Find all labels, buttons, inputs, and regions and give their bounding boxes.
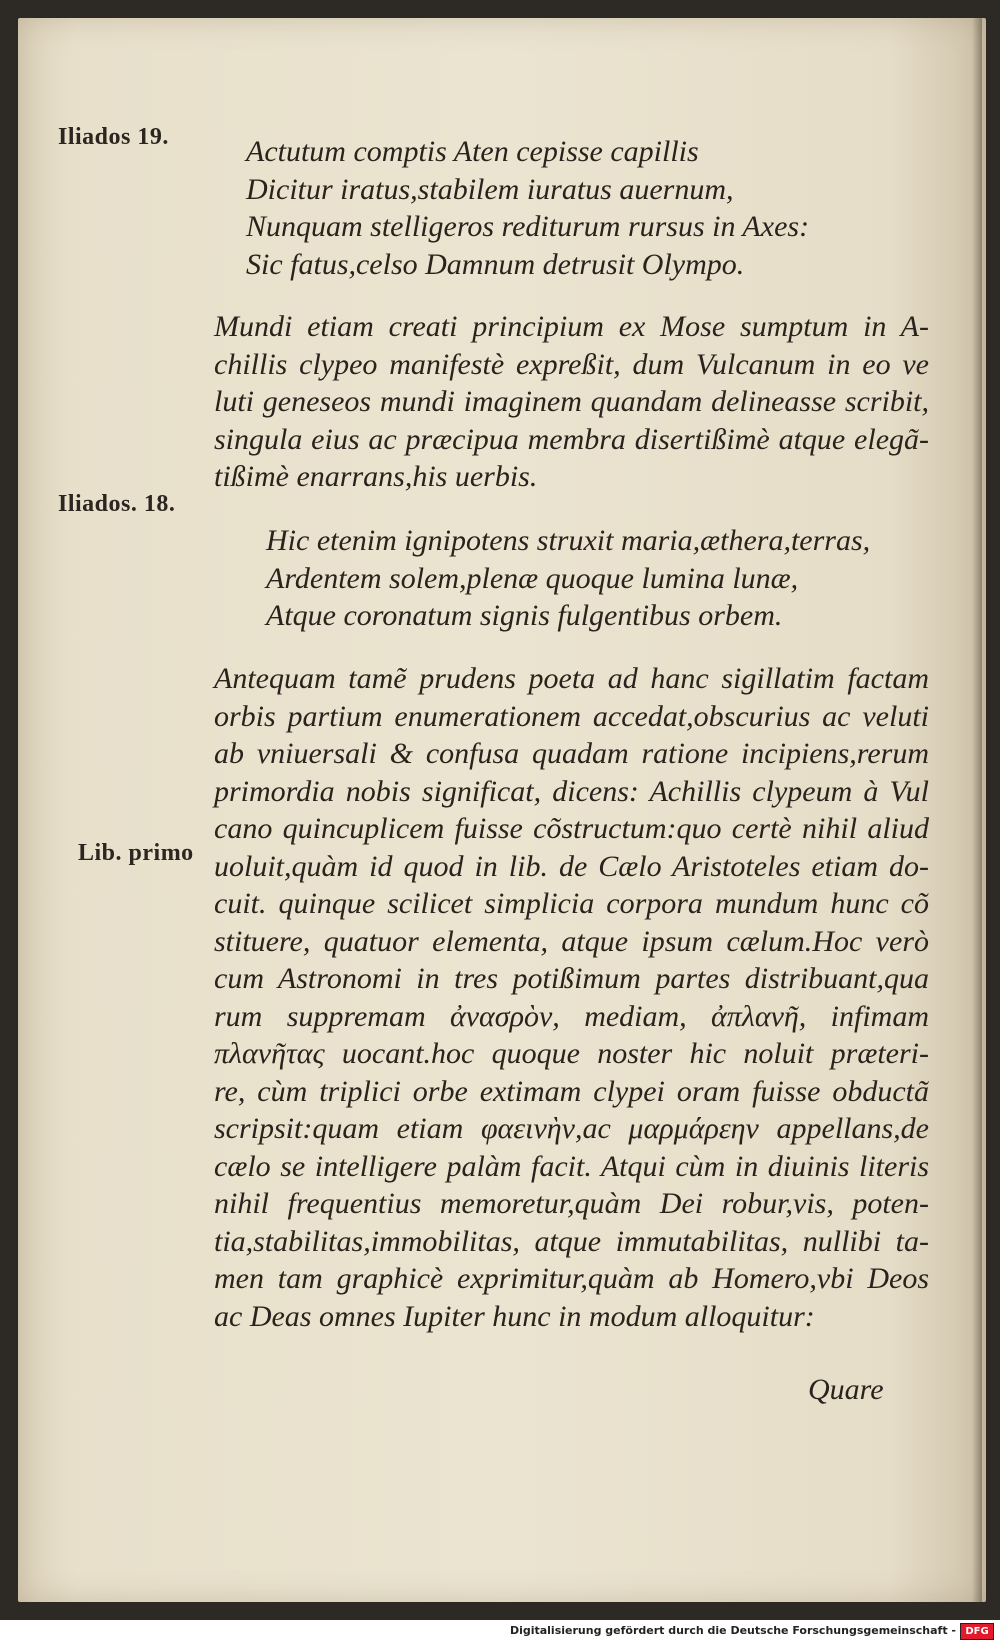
prose-line: ac Deas omnes Iupiter hunc in modum alloquitur: bbox=[214, 1299, 815, 1333]
verse-line: Ardentem solem,plenæ quoque lumina lunæ, bbox=[266, 561, 799, 595]
verse-line: Nunquam stelligeros rediturum rursus in Axes: bbox=[246, 210, 810, 243]
prose-line: Antequam tamẽ prudens poeta ad hanc sigillatim factam bbox=[214, 662, 929, 695]
prose-line: nihil frequentius memoretur,quàm Dei robur,vis, poten- bbox=[214, 1187, 929, 1220]
prose-line: rum suppremam ἀνασρὸν, mediam, ἀπλανῆ, infimam bbox=[214, 999, 929, 1033]
funding-notice: Digitalisierung gefördert durch die Deutsche Forschungsgemeinschaft - bbox=[509, 1624, 956, 1637]
prose-line: chillis clypeo manifestè expreßit, dum Vulcanum in eo ve bbox=[214, 347, 929, 381]
prose-line: singula eius ac præcipua membra disertißimè atque elegã- bbox=[214, 422, 929, 456]
prose-line: re, cùm triplici orbe extimam clypei oram fuisse obductã bbox=[214, 1074, 929, 1108]
verse-line: Hic etenim ignipotens struxit maria,æthera,terras, bbox=[266, 524, 871, 557]
prose-block-2 bbox=[214, 660, 929, 1335]
marginal-note-iliad-18: Iliados. 18. bbox=[58, 491, 176, 517]
prose-line: scripsit:quam etiam φαεινὴν,ac μαρμάρεην appellans,de bbox=[214, 1112, 929, 1145]
prose-line: orbis partium enumerationem accedat,obscurius ac veluti bbox=[214, 699, 929, 733]
verse-line: Atque coronatum signis fulgentibus orbem. bbox=[266, 599, 783, 632]
dfg-logo: DFG bbox=[960, 1623, 994, 1640]
prose-line: uoluit,quàm id quod in lib. de Cælo Aristoteles etiam do- bbox=[214, 849, 929, 883]
prose-line: cuit. quinque scilicet simplicia corpora mundum hunc cõ bbox=[214, 887, 929, 920]
prose-line: luti geneseos mundi imaginem quandam delineasse scribit, bbox=[214, 385, 929, 418]
prose-block-1 bbox=[214, 308, 929, 496]
verse-block-2 bbox=[266, 522, 870, 635]
marginal-note-lib-primo: Lib. primo bbox=[78, 840, 194, 866]
page-edge-shadow bbox=[972, 18, 982, 1602]
prose-line: cælo se intelligere palàm facit. Atqui cùm in diuinis literis bbox=[214, 1149, 929, 1183]
verse-block-1 bbox=[246, 133, 809, 283]
verse-line: Actutum comptis Aten cepisse capillis bbox=[246, 135, 699, 168]
verse-line: Sic fatus,celso Damnum detrusit Olympo. bbox=[246, 247, 745, 281]
marginal-note-iliad-19: Iliados 19. bbox=[58, 124, 169, 150]
catchword: Quare bbox=[808, 1373, 884, 1406]
prose-line: tia,stabilitas,immobilitas, atque immutabilitas, nullibi ta- bbox=[214, 1224, 929, 1258]
prose-line: πλανῆτας uocant.hoc quoque noster hic noluit præteri- bbox=[214, 1037, 929, 1070]
prose-line: cum Astronomi in tres potißimum partes distribuant,qua bbox=[214, 962, 929, 995]
prose-line: stituere, quatuor elementa, atque ipsum cælum.Hoc verò bbox=[214, 924, 929, 958]
prose-line: cano quincuplicem fuisse cõstructum:quo certè nihil aliud bbox=[214, 812, 929, 845]
prose-line: men tam graphicè exprimitur,quàm ab Homero,vbi Deos bbox=[214, 1262, 929, 1295]
prose-line: Mundi etiam creati principium ex Mose sumptum in A- bbox=[214, 310, 929, 343]
prose-line: ab vniuersali & confusa quadam ratione incipiens,rerum bbox=[214, 737, 929, 770]
prose-line: tißimè enarrans,his uerbis. bbox=[214, 460, 538, 493]
prose-line: primordia nobis significat, dicens: Achillis clypeum à Vul bbox=[214, 774, 929, 808]
verse-line: Dicitur iratus,stabilem iuratus auernum, bbox=[246, 172, 734, 206]
